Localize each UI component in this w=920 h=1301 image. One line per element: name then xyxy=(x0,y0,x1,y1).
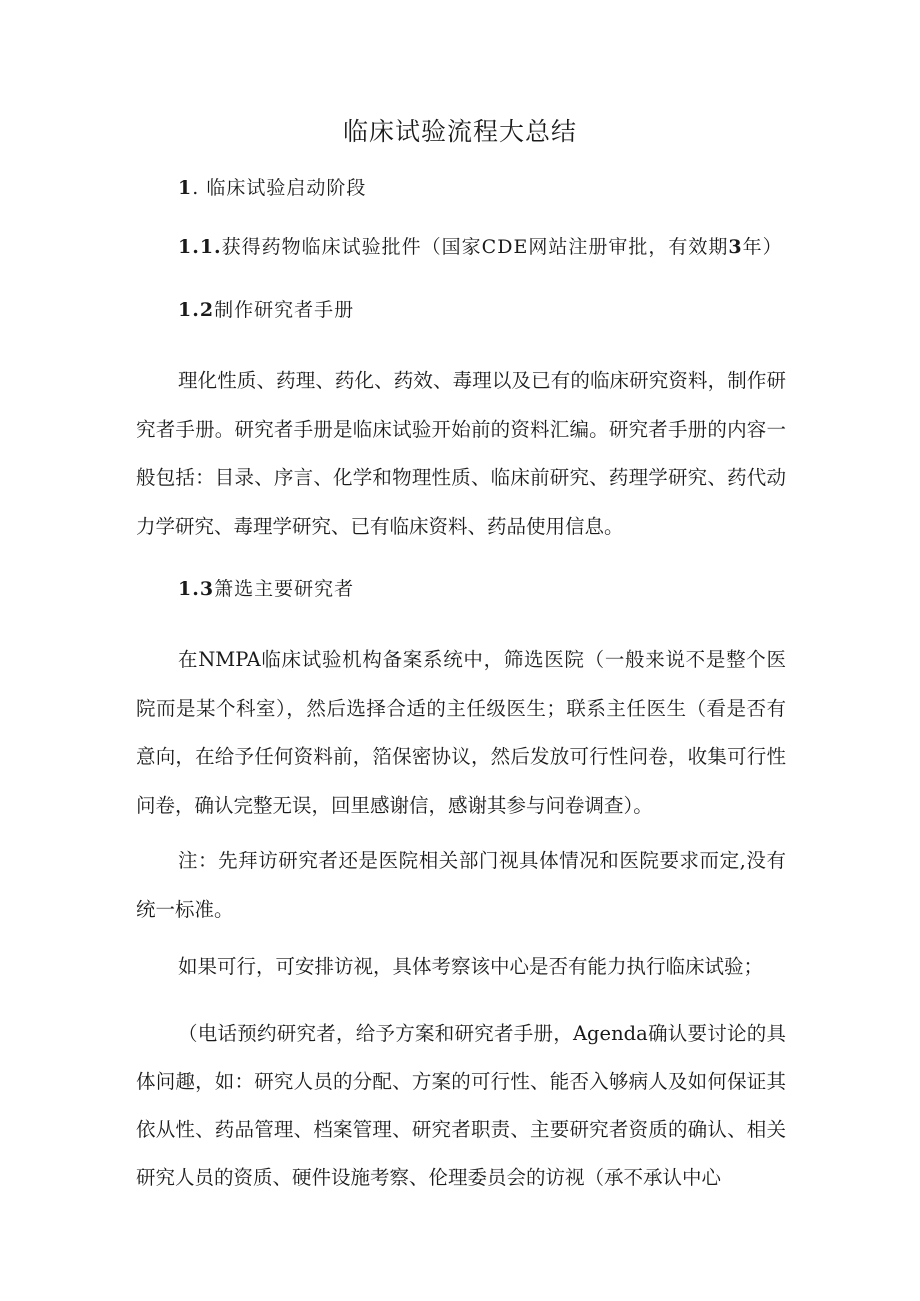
section-1-number: 1 xyxy=(178,177,193,199)
section-1-2-number: 1.2 xyxy=(178,299,215,321)
section-1-title: . 临床试验启动阶段 xyxy=(192,177,367,199)
section-1-1-title-end: 年） xyxy=(742,236,783,258)
section-1-1-title: 获得药物临床试验批件（国家CDE网站注册审批，有效期 xyxy=(221,236,729,258)
section-1-2-heading xyxy=(178,294,354,326)
section-1-3-note: 注：先拜访研究者还是医院相关部门视具体情况和医院要求而定,没有统一标准。 xyxy=(136,849,786,921)
section-1-3-paragraph-2: 如果可行，可安排访视，具体考察该中心是否有能力执行临床试验； xyxy=(178,955,764,978)
section-1-1-heading xyxy=(178,231,783,263)
section-1-3-title: 箫选主要研究者 xyxy=(214,578,355,600)
section-1-2-title: 制作研究者手册 xyxy=(214,299,355,321)
section-1-2-paragraph: 理化性质、药理、药化、药效、毒理以及已有的临床研究资料，制作研究者手册。研究者手册是临床试验开始前的资料汇编。研究者手册的内容一般包括：目录、序言、化学和物理性质、临床前研究、药理学研究、药代动力学研究、毒理学研究、已有临床资料、药品使用信息。 xyxy=(136,369,786,538)
document-title: 临床试验流程大总结 xyxy=(342,117,577,146)
section-1-3-heading xyxy=(178,573,354,605)
section-1-3-paragraph-1: 在NMPA临床试验机构备案系统中，筛选医院（一般来说不是整个医院而是某个科室），然后选择合适的主任级医生；联系主任医生（看是否有意向，在给予任何资料前，箔保密协议，然后发放可行性问卷，收集可行性问卷，确认完整无误，回里感谢信，感谢其参与问卷调查）。 xyxy=(136,648,786,817)
section-1-heading xyxy=(178,172,366,204)
section-1-1-years: 3 xyxy=(728,236,743,258)
section-1-3-paragraph-3: （电话预约研究者，给予方案和研究者手册，Agenda确认要讨论的具体问趣，如：研究人员的分配、方案的可行性、能否入够病人及如何保证其依从性、药品管理、档案管理、研究者职责、主要研究者资质的确认、相关研究人员的资质、硬件设施考察、伦理委员会的访视（承不承认中心 xyxy=(136,1022,786,1189)
section-1-1-number: 1.1. xyxy=(178,236,222,258)
section-1-3-number: 1.3 xyxy=(178,578,215,600)
